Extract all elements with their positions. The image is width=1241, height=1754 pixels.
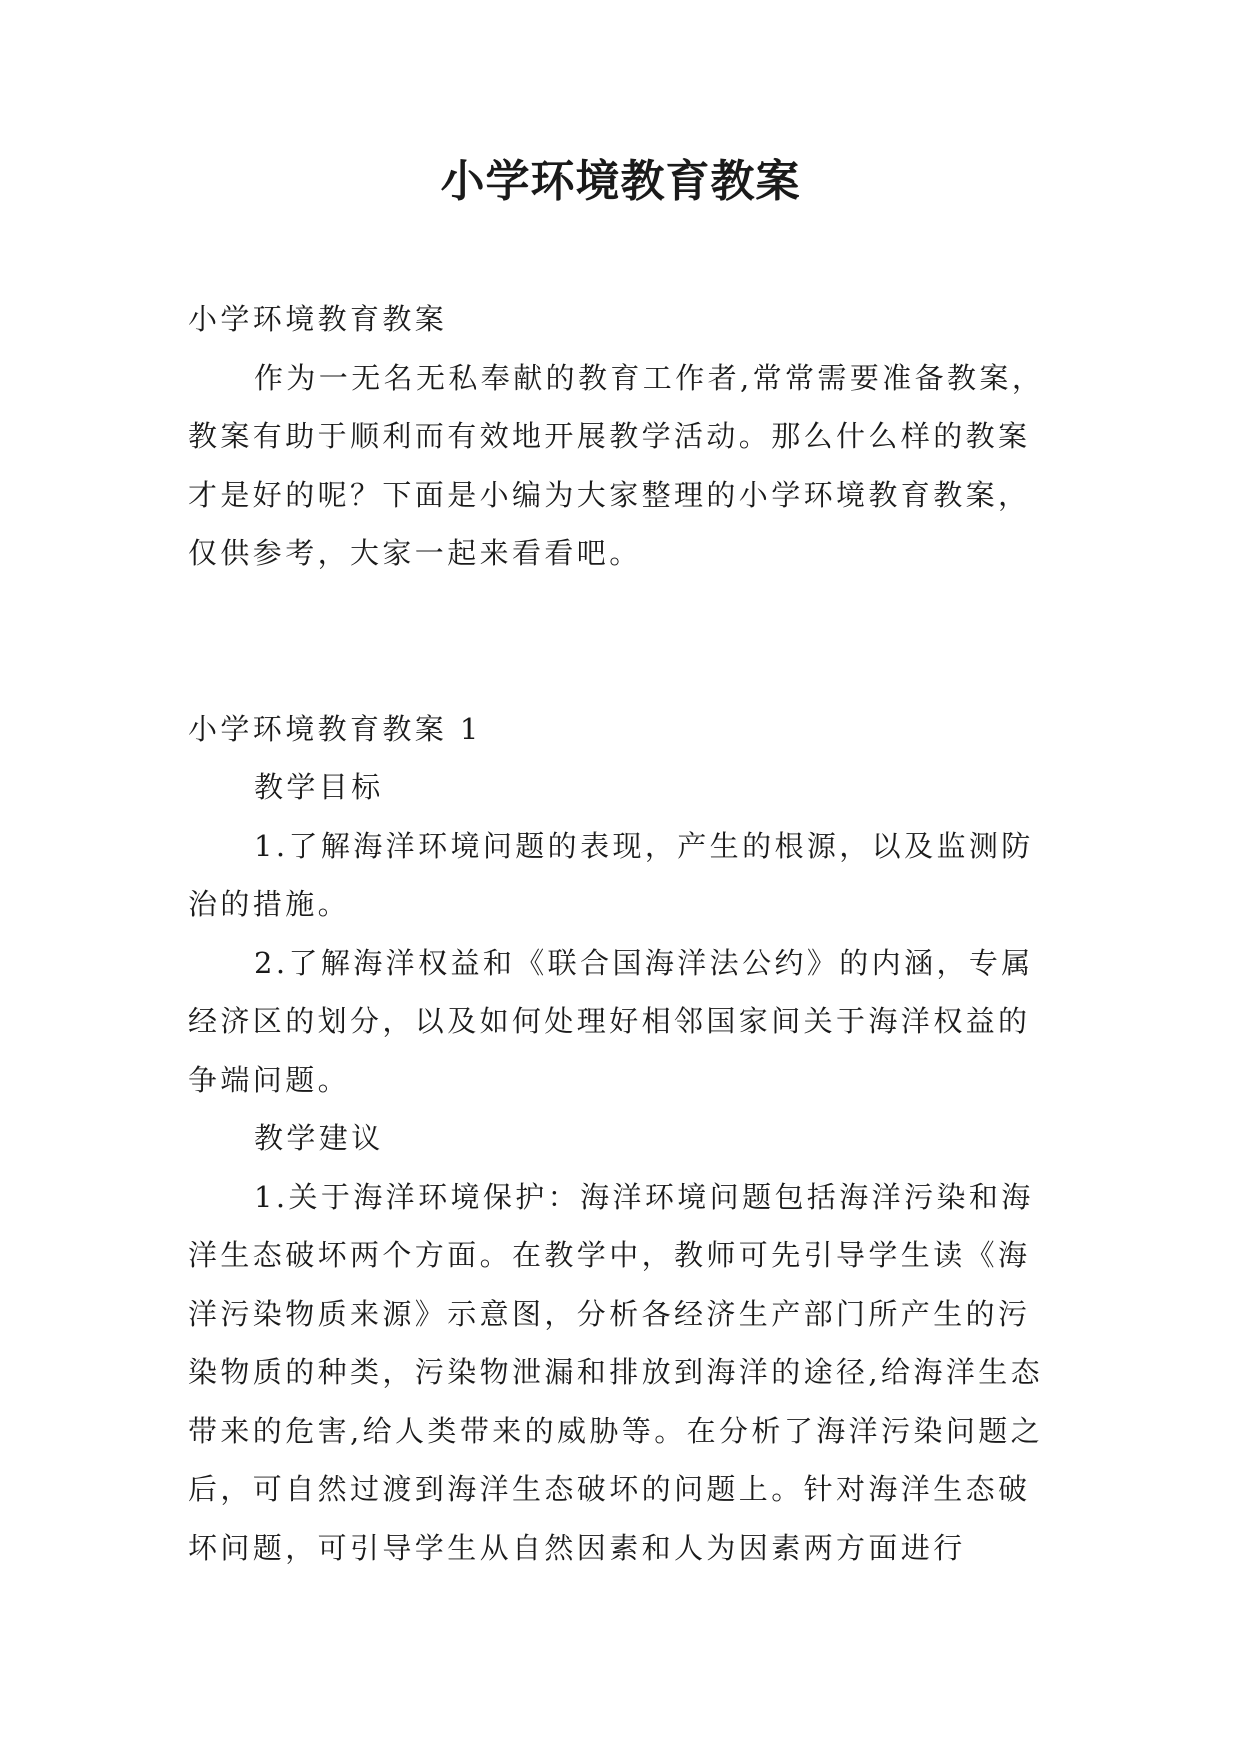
goal-item-2: 2.了解海洋权益和《联合国海洋法公约》的内涵，专属经济区的划分，以及如何处理好相邻国家间关于海洋权益的争端问题。: [188, 945, 1034, 1097]
intro-paragraph: 作为一无名无私奉献的教育工作者,常常需要准备教案，教案有助于顺利而有效地开展教学活动。那么什么样的教案才是好的呢？下面是小编为大家整理的小学环境教育教案，仅供参考，大家一起来看看吧。: [188, 360, 1045, 570]
suggestion-item-1: 1.关于海洋环境保护：海洋环境问题包括海洋污染和海洋生态破坏两个方面。在教学中，教师可先引导学生读《海洋污染物质来源》示意图，分析各经济生产部门所产生的污染物质的种类，污染物泄漏和排放到海洋的途径,给海洋生态带来的危害,给人类带来的威胁等。在分析了海洋污染问题之后，可自然过渡到海洋生态破坏的问题上。针对海洋生态破坏问题，可引导学生从自然因素和人为因素两方面进行: [188, 1179, 1044, 1565]
goal-item-1: 1.了解海洋环境问题的表现，产生的根源，以及监测防治的措施。: [188, 828, 1034, 921]
document-title: 小学环境教育教案: [440, 156, 801, 207]
suggestions-heading: 教学建议: [254, 1121, 384, 1155]
goals-heading: 教学目标: [254, 770, 384, 804]
intro-heading: 小学环境教育教案: [188, 302, 448, 336]
section-heading: 小学环境教育教案 1: [188, 711, 482, 746]
section-spacer: [188, 583, 1058, 700]
document-body: [188, 290, 1058, 1577]
